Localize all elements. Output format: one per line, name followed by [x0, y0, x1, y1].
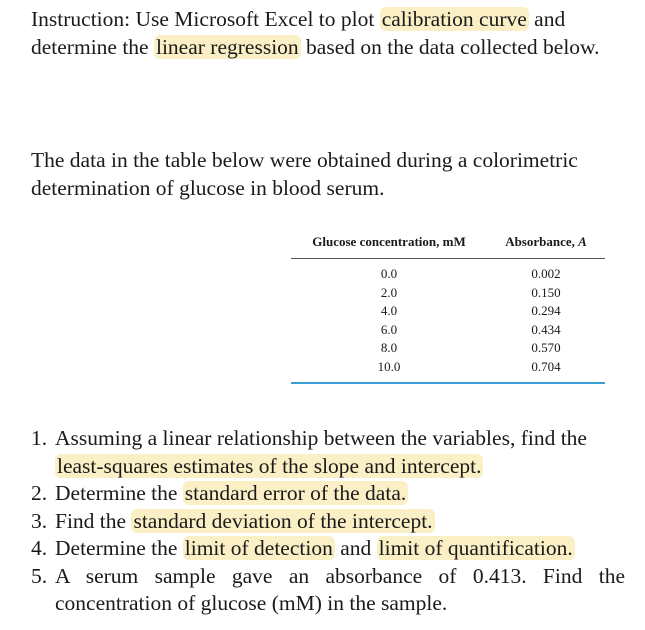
question-item-2 — [31, 480, 625, 508]
instruction-text-1: Instruction: Use Microsoft Excel to plot — [31, 7, 380, 31]
question-number: 4. — [31, 536, 48, 560]
question-item-5 — [31, 563, 625, 618]
highlight-standard-error: standard error of the data. — [184, 481, 407, 505]
question-number: 3. — [31, 508, 48, 533]
instruction-paragraph — [31, 6, 631, 61]
question-text: Determine the — [55, 481, 183, 505]
question-text-mid: and — [334, 536, 377, 560]
cell-absorbance: 0.434 — [531, 321, 561, 337]
table-header-row — [291, 232, 605, 259]
question-text: Determine the — [55, 536, 183, 560]
header-glucose-concentration: Glucose concentration, mM — [291, 232, 487, 259]
table-row — [291, 321, 605, 340]
highlight-slope-intercept: least-squares estimates of the slope and intercept. — [57, 453, 482, 478]
cell-concentration: 8.0 — [380, 340, 398, 355]
question-number: 1. — [31, 426, 48, 450]
question-text: Find the — [55, 508, 132, 533]
data-table — [291, 232, 605, 376]
highlight-calibration-curve: calibration curve — [381, 7, 527, 31]
cell-absorbance: 0.704 — [531, 358, 561, 374]
cell-concentration: 2.0 — [380, 284, 398, 300]
cell-absorbance: 0.570 — [531, 340, 561, 355]
header-absorbance: Absorbance, A — [487, 232, 605, 259]
cell-absorbance: 0.150 — [531, 284, 561, 300]
question-number: 5. — [31, 563, 48, 588]
highlight-limit-of-detection: limit of detection — [184, 536, 333, 560]
highlight-linear-regression: linear regression — [155, 34, 299, 59]
cell-absorbance: 0.002 — [531, 266, 561, 281]
question-text: Assuming a linear relationship between the variables, find the — [55, 426, 587, 450]
highlight-standard-deviation: standard deviation of the intercept. — [133, 508, 433, 533]
instruction-text-2: and determine the — [31, 7, 566, 59]
table-row — [291, 339, 605, 358]
question-item-3 — [31, 508, 625, 536]
question-item-1 — [31, 425, 625, 480]
cell-concentration: 4.0 — [380, 303, 398, 318]
instruction-text-3: based on the data collected below. — [300, 34, 600, 59]
highlight-limit-of-quantification: limit of quantification. — [378, 536, 573, 560]
data-table-container — [291, 232, 605, 384]
table-row — [291, 358, 605, 377]
question-list — [31, 425, 625, 618]
absorbance-symbol: A — [578, 234, 587, 249]
question-number: 2. — [31, 481, 48, 505]
cell-absorbance: 0.294 — [531, 303, 561, 318]
table-bottom-rule — [291, 382, 605, 384]
cell-concentration: 0.0 — [380, 266, 398, 281]
table-row — [291, 284, 605, 303]
intro-paragraph: The data in the table below were obtained during a colorimetric determination of glucose in blood serum. — [31, 148, 578, 200]
table-row — [291, 302, 605, 321]
question-text: A serum sample gave an absorbance of 0.413. Find the concentration of glucose (mM) in the sample. — [55, 563, 625, 615]
cell-concentration: 6.0 — [380, 321, 398, 337]
table-row — [291, 259, 605, 284]
question-item-4 — [31, 535, 625, 563]
cell-concentration: 10.0 — [377, 358, 401, 374]
